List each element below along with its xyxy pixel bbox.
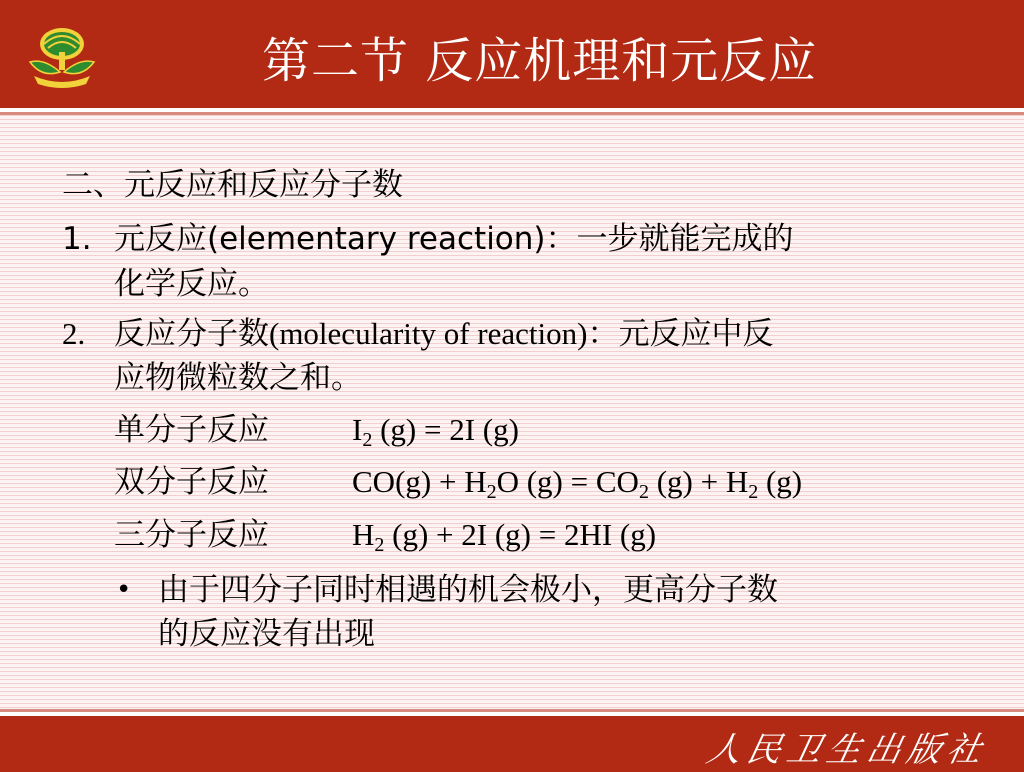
publisher-name: 人民卫生出版社	[703, 730, 992, 770]
bullet-line-2: 的反应没有出现	[158, 616, 375, 652]
item-2-number: 2.	[62, 316, 86, 351]
subscript: 2	[748, 481, 759, 503]
bullet-line-1: 由于四分子同时相遇的机会极小，更高分子数	[158, 572, 778, 608]
example-termolecular-equation	[352, 515, 656, 555]
item-2-line-2: 应物微粒数之和。	[114, 360, 362, 396]
example-unimolecular-label: 单分子反应	[114, 412, 269, 448]
example-termolecular-label: 三分子反应	[114, 517, 269, 553]
equation-text: I	[352, 412, 363, 447]
equation-text: CO(g) + H	[352, 464, 487, 499]
equation-text: (g) + H	[648, 464, 749, 499]
equation-text: (g) + 2I (g) = 2HI (g)	[384, 517, 657, 552]
example-bimolecular-label: 双分子反应	[114, 464, 269, 500]
example-bimolecular-equation	[352, 462, 802, 502]
slide-footer	[0, 712, 1024, 772]
slide-title: 第二节 反应机理和元反应	[262, 33, 818, 89]
subscript: 2	[374, 534, 385, 556]
item-1-number: 1.	[62, 221, 92, 257]
equation-text: (g)	[758, 464, 803, 499]
equation-text: H	[352, 517, 375, 552]
subscript: 2	[486, 481, 497, 503]
item-2-definition: ：元反应中反	[587, 316, 774, 352]
bullet-icon: •	[116, 575, 132, 605]
item-1-definition: ：一步就能完成的	[545, 221, 794, 257]
equation-text: O (g) = CO	[496, 464, 639, 499]
item-2-english: (molecularity of reaction)	[269, 316, 588, 351]
subscript: 2	[638, 481, 649, 503]
example-unimolecular-equation	[352, 410, 519, 450]
subscript: 2	[362, 429, 373, 451]
item-2-term: 反应分子数	[114, 316, 269, 352]
item-1-english: (elementary reaction)	[207, 221, 546, 257]
item-1-term: 元反应	[114, 221, 207, 257]
equation-text: (g) = 2I (g)	[372, 412, 519, 447]
item-2-line-1	[114, 314, 773, 354]
item-1-line-1	[114, 219, 794, 259]
item-1-line-2: 化学反应。	[114, 266, 269, 302]
section-heading: 二、元反应和反应分子数	[62, 167, 403, 203]
